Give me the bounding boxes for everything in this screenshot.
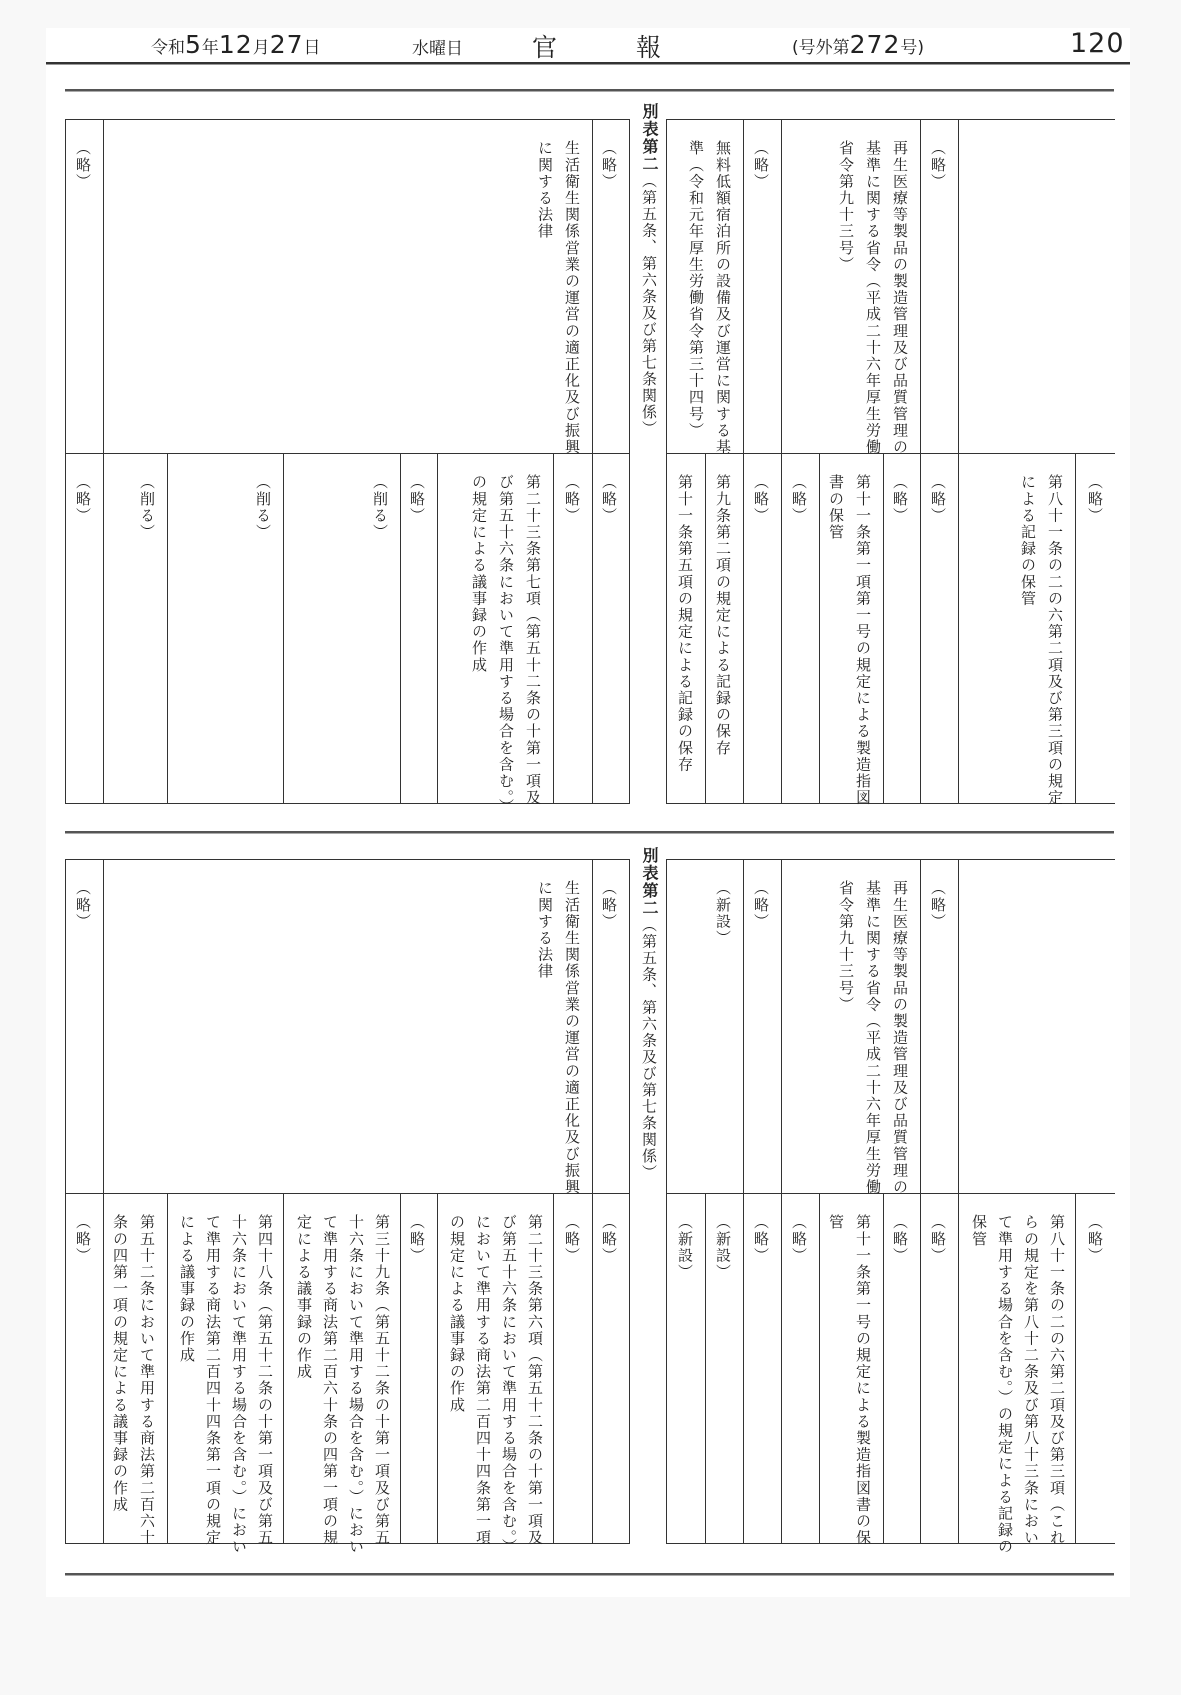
cell-line: 第三十九条（第五十二条の十第一項及び第五 — [373, 1214, 391, 1546]
header-era: 令和 — [151, 38, 185, 58]
omitted-label: （略） — [74, 140, 92, 190]
cell-text — [531, 120, 592, 456]
cell-line: 省令第九十三号） — [837, 140, 855, 273]
omitted-label: （略） — [600, 1214, 618, 1264]
cell-text — [174, 1194, 283, 1556]
cell-text — [291, 1194, 400, 1556]
cell-line: 書の保管 — [827, 474, 845, 541]
section-rule — [65, 831, 1114, 834]
cell-line: による議事録の作成 — [178, 1214, 196, 1364]
omitted-label: （略） — [929, 140, 947, 190]
cell-text — [709, 860, 743, 1193]
cell-line: て準用する商法第二百四十四条第一項の規定 — [204, 1214, 222, 1546]
cell-line: 定による議事録の作成 — [295, 1214, 313, 1380]
section-rule — [65, 89, 1114, 92]
right-table-top-cell — [958, 119, 1115, 454]
cell-line: 第八十一条の二の六第二項及び第三項の規定 — [1046, 474, 1064, 806]
cell-text — [69, 860, 103, 1193]
cell-line: 生活衛生関係営業の運営の適正化及び振興 — [563, 140, 581, 456]
cell-line: て準用する場合を含む。）の規定による記録の — [996, 1214, 1014, 1556]
omitted-label: （略） — [790, 474, 808, 524]
right-table-bottom-cell — [705, 453, 744, 804]
cell-text — [747, 120, 781, 453]
right-table-bottom-cell — [666, 453, 706, 804]
right-table-top-cell — [743, 859, 782, 1194]
right-table-top-cell — [743, 119, 782, 454]
omitted-label: （略） — [408, 1214, 426, 1264]
cell-text — [595, 860, 629, 1193]
table-title-main: 別表第二 — [640, 847, 659, 917]
right-table-bottom-cell — [819, 1193, 884, 1544]
cell-line: 第十一条第五項の規定による記録の保存 — [676, 474, 694, 773]
left-table-top-cell — [65, 859, 104, 1194]
deleted-label: （削る） — [371, 474, 389, 541]
right-table-top-cell — [781, 119, 921, 454]
cell-text — [709, 454, 743, 803]
right-table-top-cell — [781, 859, 921, 1194]
right-table-bottom-cell — [958, 1193, 1076, 1556]
omitted-label: （略） — [600, 474, 618, 524]
cell-text — [747, 1194, 781, 1543]
cell-text — [924, 454, 958, 803]
cell-line: 基準に関する省令（平成二十六年厚生労働 — [864, 140, 882, 456]
cell-text — [1081, 1194, 1115, 1543]
cell-text — [822, 454, 883, 806]
omitted-label: （略） — [563, 1214, 581, 1264]
cell-line: 第二十三条第六項（第五十二条の十第一項及 — [526, 1214, 544, 1546]
omitted-label: （略） — [1086, 474, 1104, 524]
cell-text — [403, 454, 437, 803]
cell-text — [966, 1194, 1075, 1556]
cell-line: に関する法律 — [536, 880, 554, 980]
cell-text — [1108, 120, 1115, 453]
cell-text — [69, 1194, 103, 1543]
header-weekday: 水曜日 — [412, 39, 463, 59]
right-table-top-cell — [920, 859, 959, 1194]
left-table-bottom-cell — [167, 1193, 284, 1556]
deleted-label: （削る） — [138, 474, 156, 541]
cell-line: 十六条において準用する場合を含む。）におい — [230, 1214, 248, 1556]
cell-line: 第十一条第一項第一号の規定による製造指図 — [854, 474, 872, 806]
page-number: 120 — [1070, 28, 1125, 59]
cell-text — [595, 1194, 629, 1543]
right-table-bottom-cell — [743, 453, 782, 804]
cell-line: 第八十一条の二の六第二項及び第三項（これ — [1048, 1214, 1066, 1546]
header-month-unit: 月 — [252, 38, 270, 58]
cell-line: による記録の保管 — [1019, 474, 1037, 607]
cell-text — [595, 454, 629, 803]
omitted-label: （略） — [600, 140, 618, 190]
table-title-scope: （第五条、第六条及び第七条関係） — [640, 173, 658, 437]
cell-text — [106, 1194, 167, 1546]
table-title — [637, 847, 661, 1181]
left-table-top-cell — [103, 859, 593, 1194]
omitted-label: （略） — [891, 1214, 909, 1264]
left-table-bottom-cell — [65, 1193, 104, 1544]
new-entry-label: （新設） — [676, 1214, 694, 1281]
right-table-top-cell — [666, 119, 744, 454]
left-table-top-cell — [592, 119, 630, 454]
header-day: 27 — [269, 30, 304, 59]
cell-line: 条の四第一項の規定による議事録の作成 — [111, 1214, 129, 1513]
cell-line: の規定による議事録の作成 — [448, 1214, 466, 1414]
header-day-unit: 日 — [303, 38, 321, 58]
cell-line: 第十一条第一号の規定による製造指図書の保 — [854, 1214, 872, 1546]
new-entry-label: （新設） — [714, 1214, 732, 1281]
right-table-bottom-cell — [819, 453, 884, 804]
right-table-bottom-cell — [958, 453, 1076, 804]
right-table-bottom-cell — [705, 1193, 744, 1544]
cell-text — [1014, 454, 1075, 806]
header-date — [151, 30, 321, 59]
cell-text — [366, 454, 400, 803]
left-table-bottom-cell — [103, 453, 168, 804]
cell-line: 保管 — [970, 1214, 988, 1248]
omitted-label: （略） — [600, 880, 618, 930]
cell-text — [785, 1194, 819, 1543]
cell-text — [595, 120, 629, 453]
header-issue-prefix: (号外第 — [792, 38, 850, 58]
right-table-bottom-cell — [743, 1193, 782, 1544]
header-issue — [792, 30, 924, 59]
cell-line: 省令第九十三号） — [837, 880, 855, 1013]
cell-text — [832, 860, 920, 1196]
right-table-bottom-cell — [781, 1193, 820, 1544]
header-rule — [46, 62, 1130, 65]
cell-text — [924, 120, 958, 453]
cell-text — [558, 1194, 592, 1543]
cell-line: て準用する商法第二百六十条の四第一項の規 — [321, 1214, 339, 1546]
left-table-bottom-cell — [103, 1193, 168, 1544]
cell-line: 生活衛生関係営業の運営の適正化及び振興 — [563, 880, 581, 1196]
header-title-kan: 官 — [532, 33, 558, 62]
cell-line: 無料低額宿泊所の設備及び運営に関する基 — [714, 140, 732, 456]
cell-text — [1081, 454, 1115, 803]
omitted-label: （略） — [752, 880, 770, 930]
right-table-bottom-cell — [666, 1193, 706, 1544]
cell-text — [785, 454, 819, 803]
cell-text — [558, 454, 592, 803]
right-table-bottom-cell — [1075, 1193, 1115, 1544]
cell-text — [444, 1194, 553, 1556]
cell-text — [69, 454, 103, 803]
omitted-label: （略） — [752, 474, 770, 524]
cell-text — [69, 120, 103, 453]
right-table-top-cell — [920, 119, 959, 454]
cell-line: において準用する商法第二百四十四条第一項 — [474, 1214, 492, 1546]
omitted-label: （略） — [929, 474, 947, 524]
right-table-bottom-cell — [883, 453, 921, 804]
section-rule — [65, 1573, 1114, 1576]
omitted-label: （略） — [74, 474, 92, 524]
omitted-label: （略） — [790, 1214, 808, 1264]
cell-text — [465, 454, 553, 816]
right-table-bottom-cell — [1075, 453, 1115, 804]
deleted-label: （削る） — [254, 474, 272, 541]
table-title-main: 別表第二 — [640, 103, 659, 173]
table-title-scope: （第五条、第六条及び第七条関係） — [640, 917, 658, 1181]
cell-text — [822, 1194, 883, 1546]
cell-text — [747, 860, 781, 1193]
cell-line: 十六条において準用する場合を含む。）におい — [347, 1214, 365, 1556]
omitted-label: （略） — [929, 880, 947, 930]
cell-text — [832, 120, 920, 456]
left-table-top-cell — [65, 119, 104, 454]
left-table-top-cell — [103, 119, 593, 454]
omitted-label: （略） — [752, 1214, 770, 1264]
omitted-label: （略） — [1086, 1214, 1104, 1264]
left-table-bottom-cell — [400, 1193, 438, 1544]
left-table-bottom-cell — [553, 1193, 593, 1544]
left-table-bottom-cell — [592, 1193, 630, 1544]
left-table-bottom-cell — [283, 453, 401, 804]
cell-line: 基準に関する省令（平成二十六年厚生労働 — [864, 880, 882, 1196]
new-entry-label: （新設） — [714, 880, 732, 947]
cell-text — [924, 1194, 958, 1543]
cell-line: 準（令和元年厚生労働省令第三十四号） — [687, 140, 705, 439]
cell-line: 再生医療等製品の製造管理及び品質管理の — [891, 140, 909, 456]
left-table-bottom-cell — [283, 1193, 401, 1556]
cell-line: 第五十二条において準用する商法第二百六十 — [138, 1214, 156, 1546]
omitted-label: （略） — [74, 880, 92, 930]
cell-text — [671, 454, 705, 803]
header-month: 12 — [218, 30, 253, 59]
cell-line: の規定による議事録の作成 — [470, 474, 488, 674]
right-table-bottom-cell — [883, 1193, 921, 1544]
left-table-bottom-cell — [65, 453, 104, 804]
header-year: 5 — [185, 30, 202, 59]
right-table-bottom-cell — [920, 1193, 959, 1544]
left-table-bottom-cell — [437, 1193, 554, 1556]
cell-text — [531, 860, 592, 1196]
cell-text — [924, 860, 958, 1193]
omitted-label: （略） — [891, 474, 909, 524]
header-title-ho: 報 — [636, 33, 662, 62]
left-table-bottom-cell — [553, 453, 593, 804]
header-issue-number: 272 — [849, 30, 901, 59]
omitted-label: （略） — [408, 474, 426, 524]
cell-line: に関する法律 — [536, 140, 554, 240]
cell-line: 第二十三条第七項（第五十二条の十第一項及 — [524, 474, 542, 806]
cell-text — [747, 454, 781, 803]
cell-text — [403, 1194, 437, 1543]
header-issue-suffix: 号) — [900, 38, 924, 58]
right-table-bottom-cell — [781, 453, 820, 804]
cell-line: らの規定を第八十二条及び第八十三条におい — [1022, 1214, 1040, 1546]
right-table-top-cell — [666, 859, 744, 1194]
omitted-label: （略） — [74, 1214, 92, 1264]
cell-text — [133, 454, 167, 803]
cell-text — [709, 1194, 743, 1543]
omitted-label: （略） — [929, 1214, 947, 1264]
right-table-top-cell — [958, 859, 1115, 1194]
cell-text — [886, 1194, 920, 1543]
cell-line: び第五十六条において準用する場合を含む。） — [500, 1214, 518, 1556]
cell-text — [1108, 860, 1115, 1193]
left-table-bottom-cell — [167, 453, 284, 804]
cell-line: 第九条第二項の規定による記録の保存 — [714, 474, 732, 757]
omitted-label: （略） — [752, 140, 770, 190]
cell-line: 管 — [827, 1214, 845, 1231]
cell-text — [886, 454, 920, 803]
header-year-unit: 年 — [201, 38, 219, 58]
cell-text — [671, 1194, 705, 1543]
cell-text — [682, 120, 743, 456]
cell-text — [249, 454, 283, 803]
table-title — [637, 103, 661, 437]
left-table-bottom-cell — [592, 453, 630, 804]
right-table-bottom-cell — [920, 453, 959, 804]
cell-line: び第五十六条において準用する場合を含む。） — [497, 474, 515, 816]
left-table-top-cell — [592, 859, 630, 1194]
cell-line: 再生医療等製品の製造管理及び品質管理の — [891, 880, 909, 1196]
omitted-label: （略） — [563, 474, 581, 524]
left-table-bottom-cell — [400, 453, 438, 804]
cell-line: 第四十八条（第五十二条の十第一項及び第五 — [256, 1214, 274, 1546]
left-table-bottom-cell — [437, 453, 554, 816]
